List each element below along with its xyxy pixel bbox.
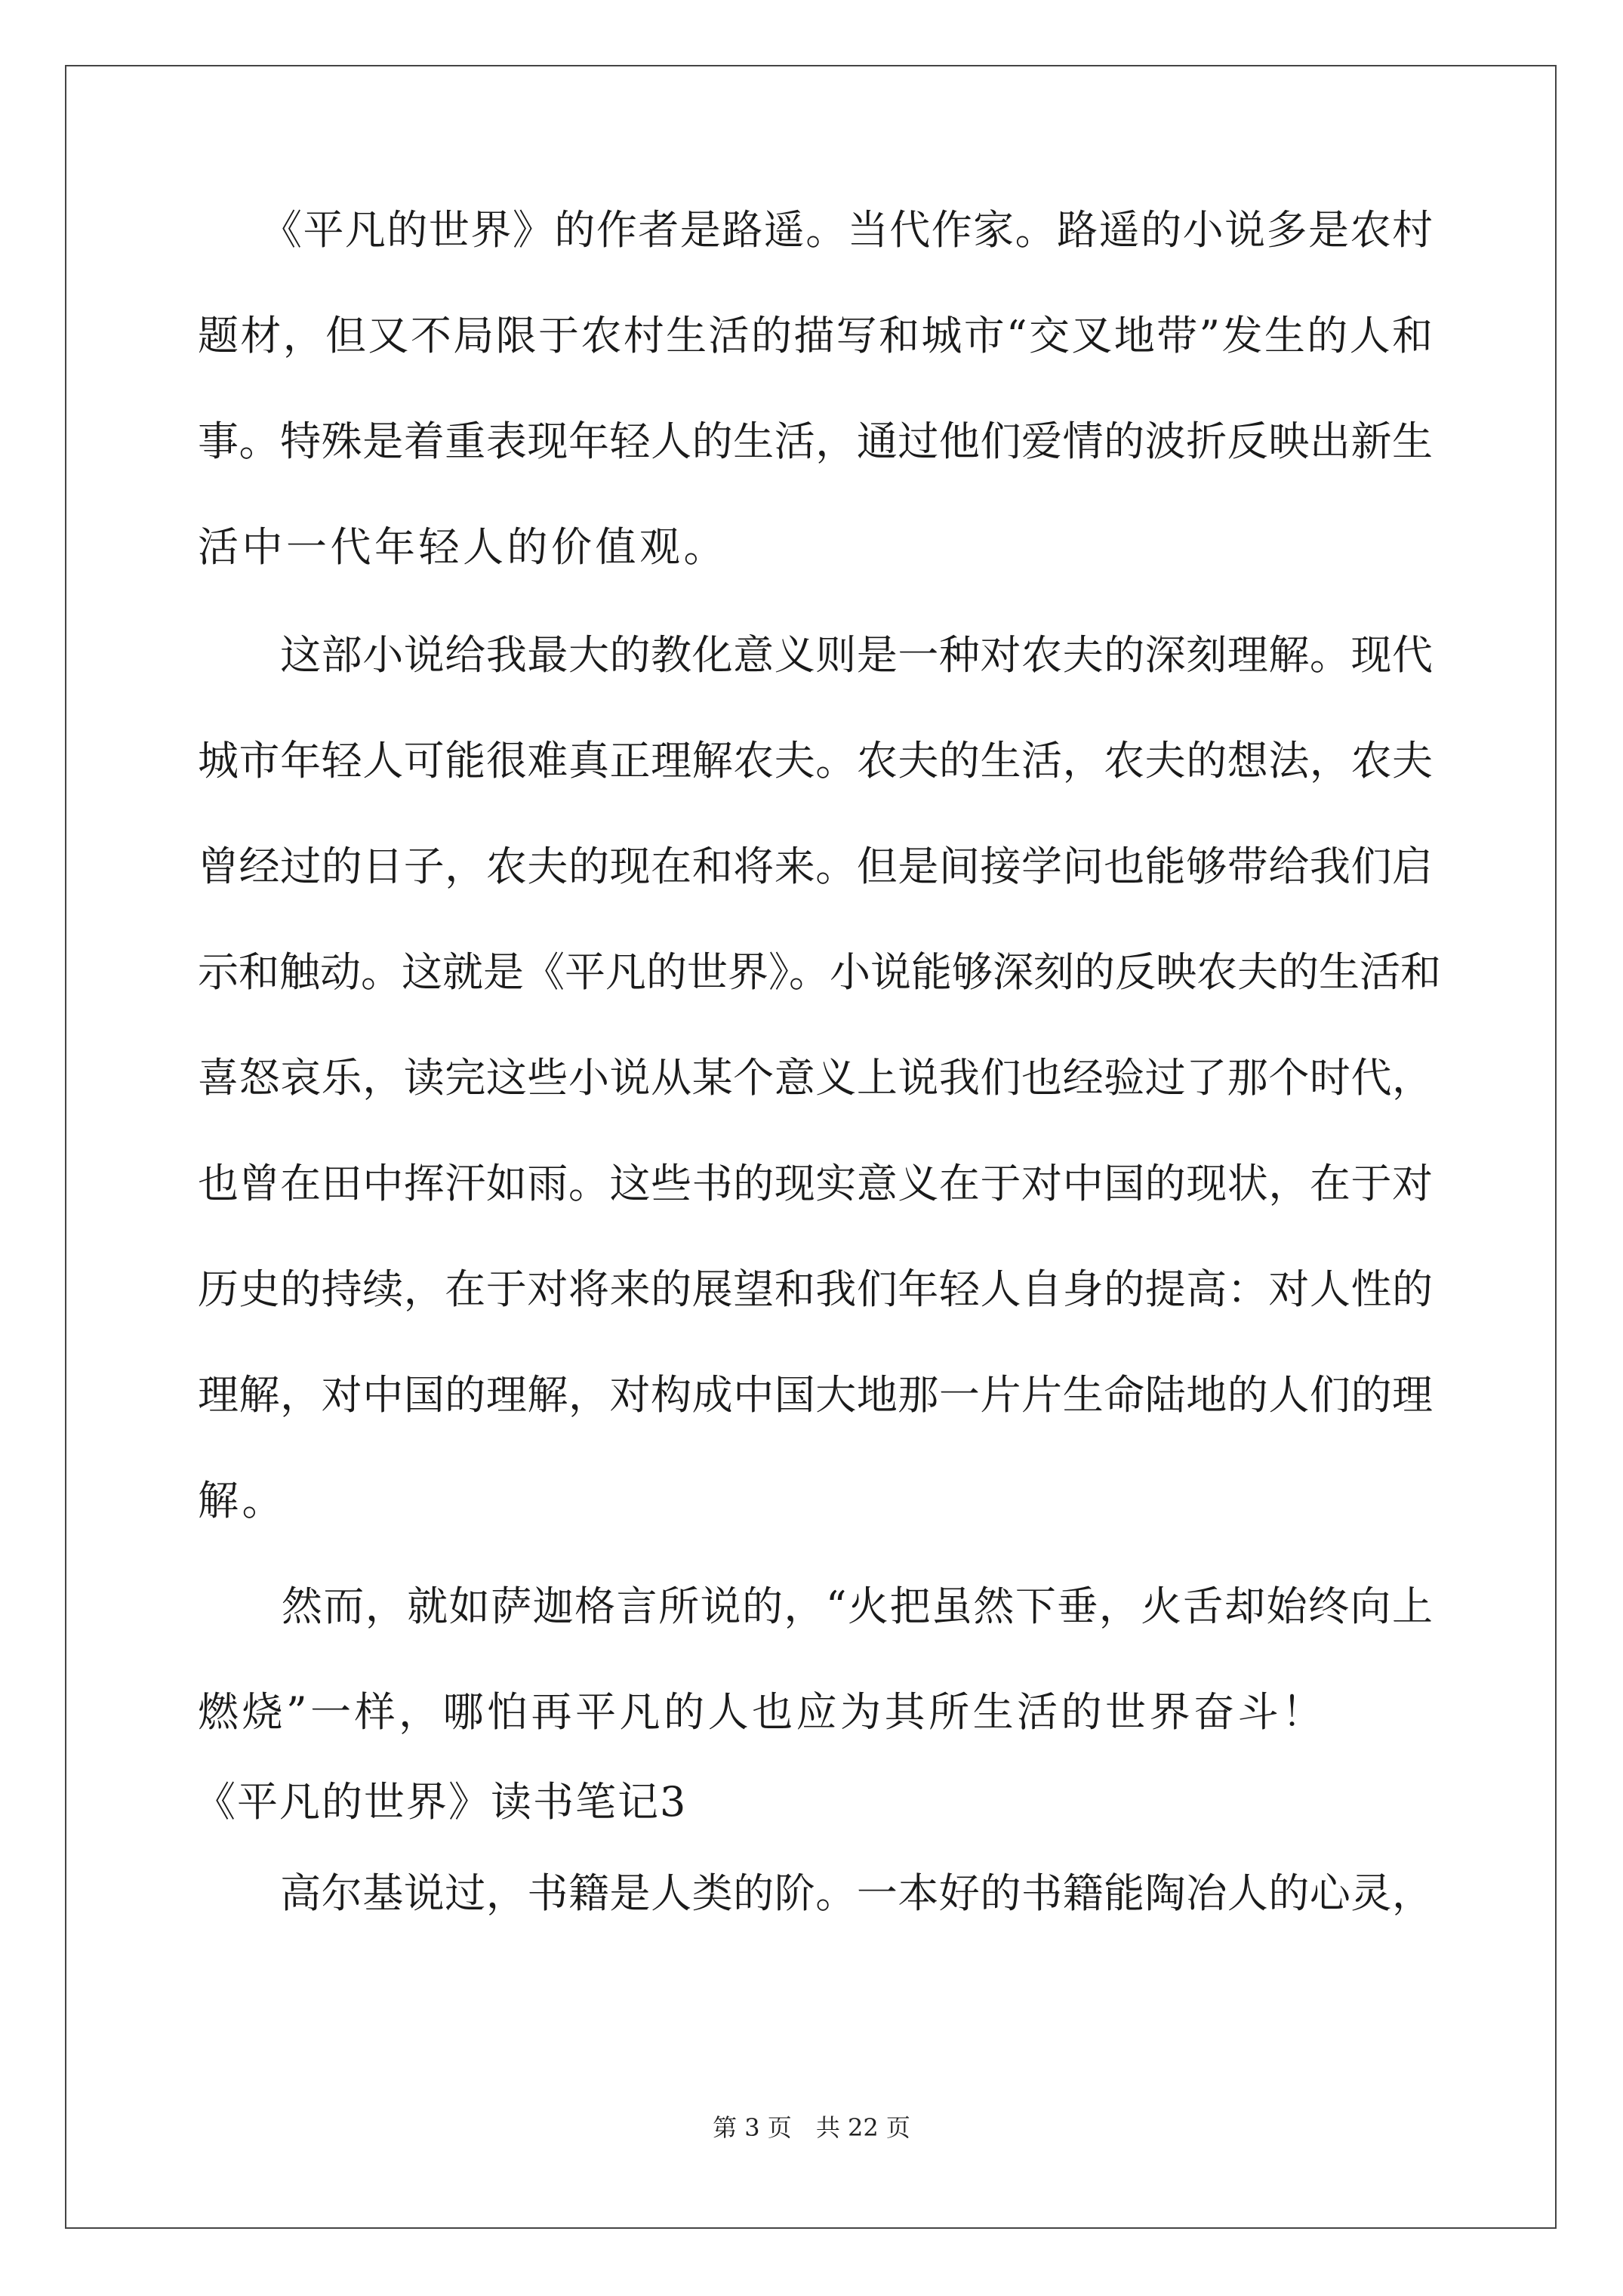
text-line: 事。特殊是着重表现年轻人的生活，通过他们爱情的波折反映出新生 — [198, 418, 1433, 465]
text-line: 喜怒哀乐，读完这些小说从某个意义上说我们也经验过了那个时代， — [198, 1054, 1433, 1102]
text-line: 历史的持续，在于对将来的展望和我们年轻人自身的提高：对人性的 — [198, 1265, 1433, 1313]
text-line: 也曾在田中挥汗如雨。这些书的现实意义在于对中国的现状，在于对 — [198, 1160, 1433, 1207]
text-line: 示和触动。这就是《平凡的世界》。小说能够深刻的反映农夫的生活和 — [198, 948, 1441, 996]
text-line: 然而，就如萨迦格言所说的，“火把虽然下垂，火舌却始终向上 — [198, 1583, 1433, 1630]
text-line: 解。 — [198, 1477, 286, 1524]
text-line: 这部小说给我最大的教化意义则是一种对农夫的深刻理解。现代 — [198, 631, 1433, 679]
section-heading: 《平凡的世界》读书笔记3 — [195, 1778, 688, 1826]
text-line: 城市年轻人可能很难真正理解农夫。农夫的生活，农夫的想法，农夫 — [198, 737, 1433, 784]
text-line: 活中一代年轻人的价值观。 — [198, 523, 728, 571]
text-line: 理解，对中国的理解，对构成中国大地那一片片生命陆地的人们的理 — [198, 1371, 1433, 1419]
page-footer — [0, 2113, 1623, 2143]
text-line: 《平凡的世界》的作者是路遥。当代作家。路遥的小说多是农村 — [198, 206, 1433, 254]
text-line: 高尔基说过，书籍是人类的阶。一本好的书籍能陶冶人的心灵， — [198, 1869, 1433, 1917]
page-total: 共 22 页 — [815, 2113, 910, 2142]
page-number: 第 3 页 — [713, 2113, 792, 2142]
text-line: 燃烧”一样，哪怕再平凡的人也应为其所生活的世界奋斗！ — [198, 1688, 1326, 1736]
text-line: 曾经过的日子，农夫的现在和将来。但是间接学问也能够带给我们启 — [198, 843, 1433, 890]
text-line: 题材，但又不局限于农村生活的描写和城市“交叉地带”发生的人和 — [198, 312, 1433, 359]
